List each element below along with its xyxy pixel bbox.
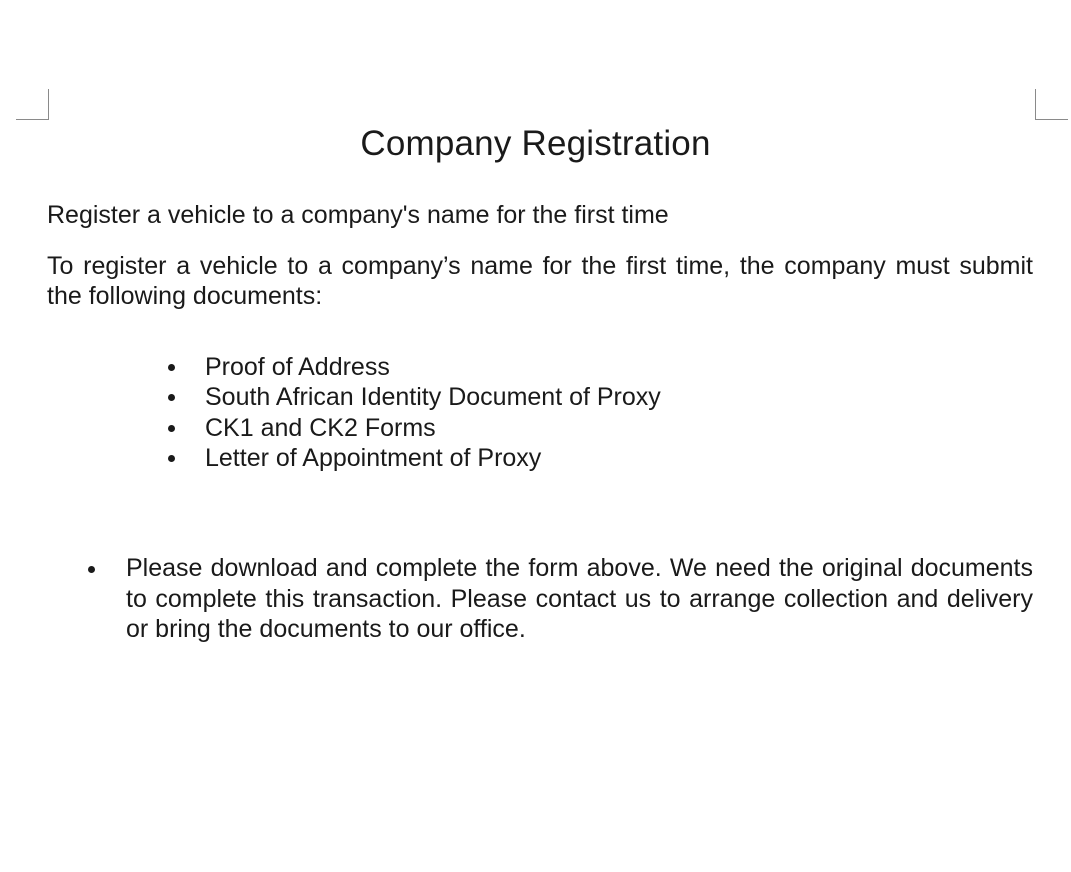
bullet-icon	[168, 394, 175, 401]
list-item-label: CK1 and CK2 Forms	[205, 413, 436, 442]
list-item	[160, 443, 661, 473]
crop-mark-top-right	[1035, 89, 1068, 120]
list-item-label: Proof of Address	[205, 353, 390, 381]
list-item-label: South African Identity Document of Proxy	[205, 383, 661, 412]
page-title: Company Registration	[360, 124, 711, 163]
bullet-icon	[168, 425, 175, 432]
bullet-icon	[168, 455, 175, 462]
instructions-note: Please download and complete the form above. We need the original documents to complete this transaction. Please contact us to arrange collection and delivery or bring the documents to our office.	[126, 554, 1033, 643]
list-item	[160, 413, 661, 443]
list-item	[160, 352, 661, 382]
subheading: Register a vehicle to a company's name for the first time	[47, 201, 669, 229]
crop-mark-top-left	[16, 89, 49, 120]
required-documents-list	[160, 352, 661, 473]
intro-paragraph: To register a vehicle to a company’s name for the first time, the company must submit the following documents:	[47, 252, 1033, 310]
list-item-label: Letter of Appointment of Proxy	[205, 443, 542, 472]
bullet-icon	[168, 364, 175, 371]
bullet-icon	[88, 566, 95, 573]
list-item	[160, 382, 661, 412]
